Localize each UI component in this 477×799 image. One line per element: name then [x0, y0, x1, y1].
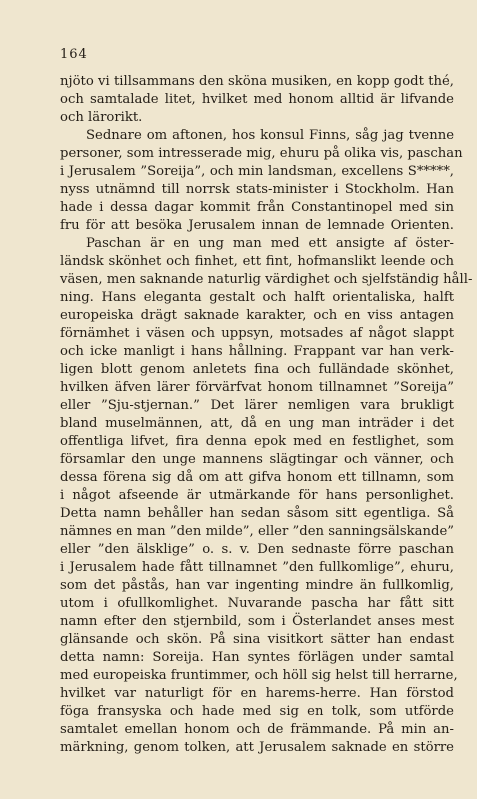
text-line: och icke manligt i hans hållning. Frappant var han verk-: [60, 344, 454, 359]
text-line: personer, som intresserade mig, ehuru på olika vis, paschan: [60, 146, 463, 161]
text-line: som det påstås, han var ingenting mindre än fullkomlig,: [60, 578, 454, 593]
body-text: [60, 73, 473, 757]
text-line: föga fransyska och hade med sig en tolk, som utförde: [60, 704, 454, 719]
text-line: nyss utnämnd till norrsk stats-minister i Stockholm. Han: [60, 182, 454, 197]
text-line: i Jerusalem ”Soreija”, och min landsman, excellens S*****,: [60, 164, 454, 179]
text-line: utom i ofullkomlighet. Nuvarande pascha har fått sitt: [60, 596, 454, 611]
text-line: eller ”Sju-stjernan.” Det lärer nemligen vara brukligt: [60, 398, 454, 413]
text-line: Paschan är en ung man med ett ansigte af öster-: [86, 236, 454, 251]
text-line: nämnes en man ”den milde”, eller ”den sanningsälskande”: [60, 524, 454, 539]
text-line: hvilken äfven lärer förvärfvat honom tillnamnet ”Soreija”: [60, 380, 454, 395]
text-line: dessa förena sig då om att gifva honom ett tillnamn, som: [60, 470, 454, 485]
text-line: njöto vi tillsammans den sköna musiken, en kopp godt thé,: [60, 74, 454, 89]
text-line: eller ”den älsklige” o. s. v. Den sednaste förre paschan: [60, 542, 454, 557]
text-line: ländsk skönhet och finhet, ett fint, hofmanslikt leende och: [60, 254, 454, 269]
page-number: 164: [60, 47, 88, 62]
text-line: samtalet emellan honom och de främmande. På min an-: [60, 722, 454, 737]
text-line: förnämhet i väsen och uppsyn, motsades af något slappt: [60, 326, 454, 341]
text-line: i Jerusalem hade fått tillnamnet ”den fullkomlige”, ehuru,: [60, 560, 454, 575]
text-line: och samtalade litet, hvilket med honom alltid är lifvande: [60, 92, 454, 107]
text-line: glänsande och skön. På sina visitkort sätter han endast: [60, 632, 454, 647]
text-line: hvilket var naturligt för en harems-herre. Han förstod: [60, 686, 454, 701]
text-line: med europeiska fruntimmer, och höll sig helst till herrarne,: [60, 668, 458, 683]
text-line: europeiska drägt saknade karakter, och en viss antagen: [60, 308, 454, 323]
text-line: märkning, genom tolken, att Jerusalem saknade en större: [60, 740, 454, 755]
text-line: och lärorikt.: [60, 110, 143, 125]
text-line: ning. Hans eleganta gestalt och halft orientaliska, halft: [60, 290, 454, 305]
text-line: offentliga lifvet, fira denna epok med en festlighet, som: [60, 434, 454, 449]
text-line: namn efter den stjernbild, som i Österlandet anses mest: [60, 614, 454, 629]
text-line: Sednare om aftonen, hos konsul Finns, såg jag tvenne: [86, 128, 454, 143]
text-line: ligen blott genom anletets fina och fulländade skönhet,: [60, 362, 454, 377]
text-line: fru för att besöka Jerusalem innan de lemnade Orienten.: [60, 218, 454, 233]
text-line: hade i dessa dagar kommit från Constantinopel med sin: [60, 200, 454, 215]
text-line: detta namn: Soreija. Han syntes förlägen under samtal: [60, 650, 454, 665]
text-line: Detta namn behåller han sedan såsom sitt egentliga. Så: [60, 506, 454, 521]
text-line: församlar den unge mannens slägtingar och vänner, och: [60, 452, 454, 467]
text-line: väsen, men saknande naturlig värdighet och sjelfständig håll-: [60, 272, 473, 287]
text-line: i något afseende är utmärkande för hans personlighet.: [60, 488, 454, 503]
text-line: bland muselmännen, att, då en ung man inträder i det: [60, 416, 454, 431]
